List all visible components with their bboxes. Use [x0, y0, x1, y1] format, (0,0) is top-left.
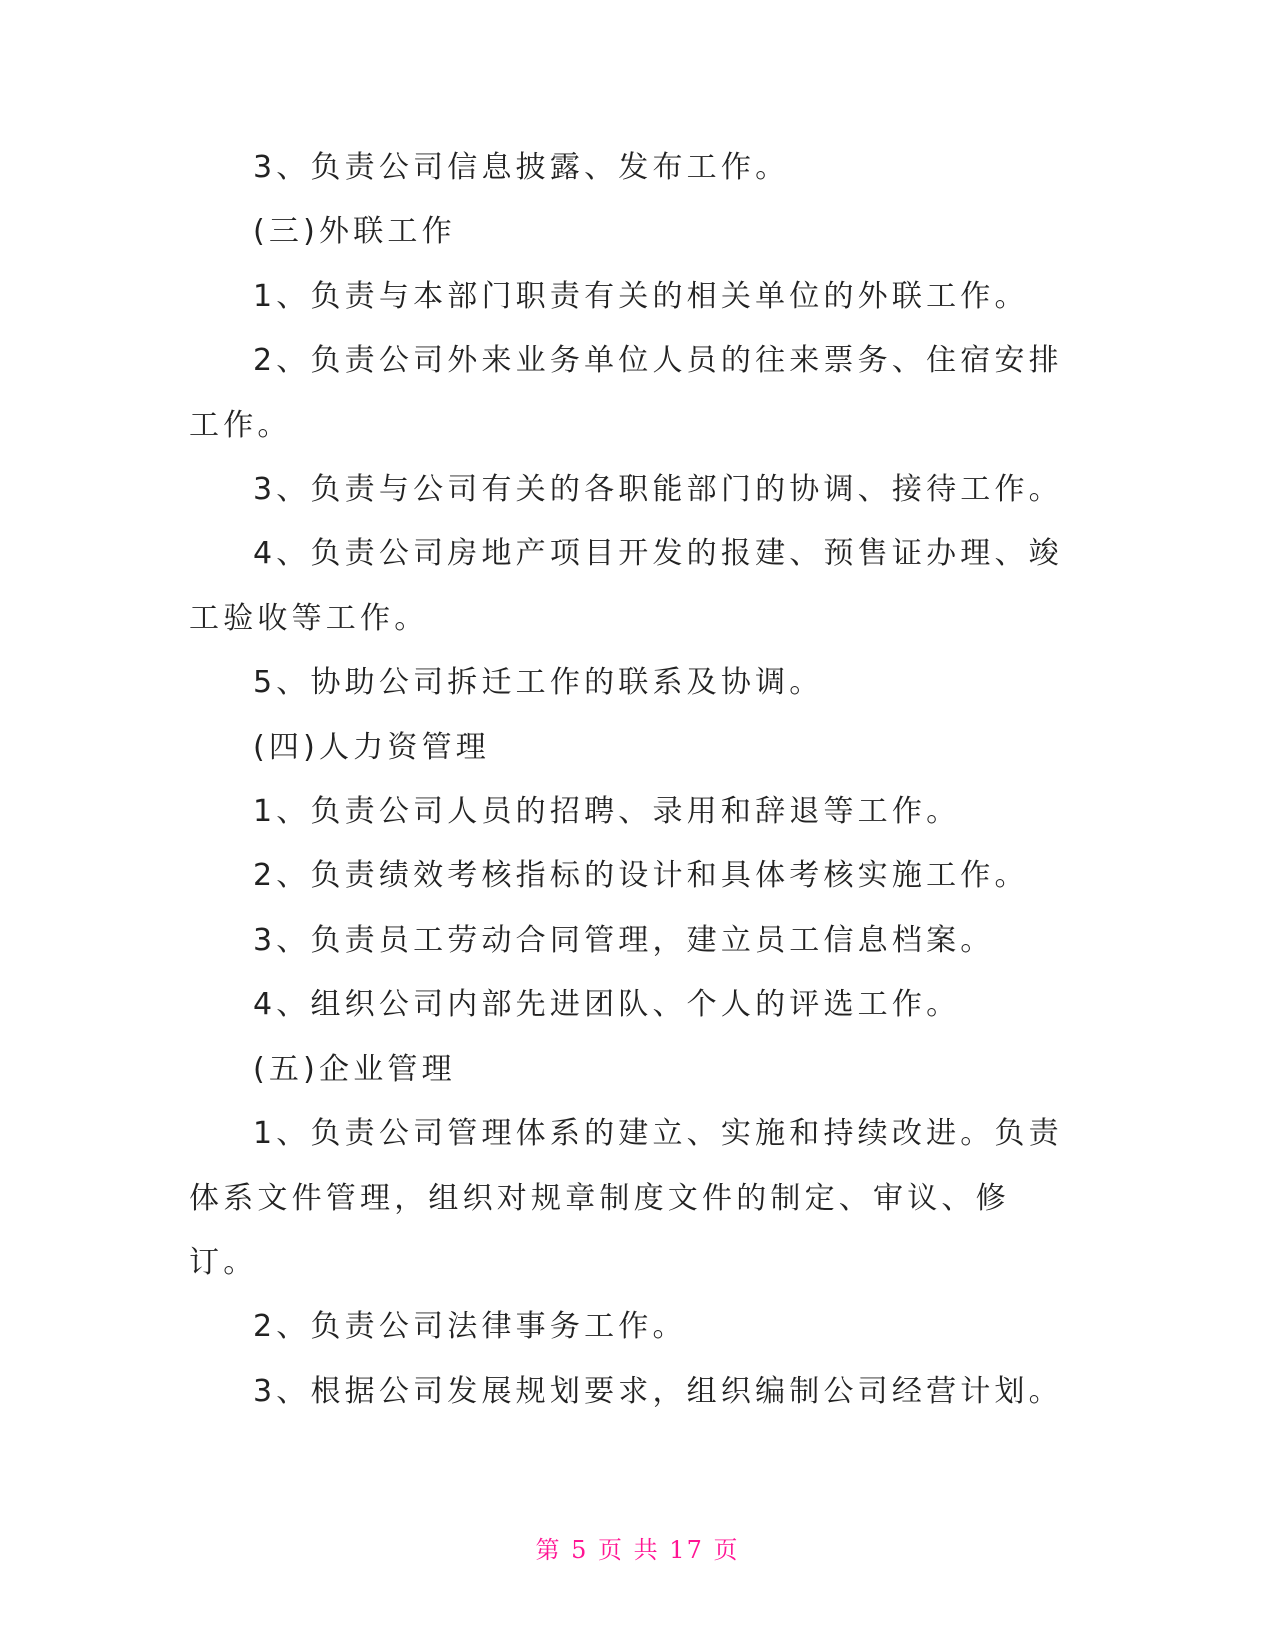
paragraph: 2、负责公司法律事务工作。 [253, 1309, 687, 1345]
paragraph: 2、负责绩效考核指标的设计和具体考核实施工作。 [253, 858, 1029, 894]
paragraph: 3、负责与公司有关的各职能部门的协调、接待工作。 [253, 472, 1063, 508]
section-heading: (四)人力资管理 [253, 729, 491, 765]
paragraph: 5、协助公司拆迁工作的联系及协调。 [253, 665, 824, 701]
paragraph: 4、组织公司内部先进团队、个人的评选工作。 [253, 987, 961, 1023]
paragraph: 1、负责公司管理体系的建立、实施和持续改进。负责体系文件管理，组织对规章制度文件的制定、审议、修订。 [189, 1116, 1063, 1280]
paragraph: 1、负责与本部门职责有关的相关单位的外联工作。 [253, 278, 1029, 314]
document-body [189, 136, 1069, 1424]
section-heading: (三)外联工作 [253, 214, 456, 250]
paragraph: 4、负责公司房地产项目开发的报建、预售证办理、竣工验收等工作。 [189, 536, 1063, 636]
paragraph: 3、负责员工劳动合同管理，建立员工信息档案。 [253, 922, 995, 958]
page-number-footer: 第 5 页 共 17 页 [535, 1536, 740, 1564]
paragraph: 2、负责公司外来业务单位人员的往来票务、住宿安排工作。 [189, 343, 1063, 443]
section-heading: (五)企业管理 [253, 1051, 456, 1087]
paragraph: 3、根据公司发展规划要求，组织编制公司经营计划。 [253, 1373, 1063, 1409]
paragraph: 1、负责公司人员的招聘、录用和辞退等工作。 [253, 794, 961, 830]
paragraph: 3、负责公司信息披露、发布工作。 [253, 150, 790, 185]
